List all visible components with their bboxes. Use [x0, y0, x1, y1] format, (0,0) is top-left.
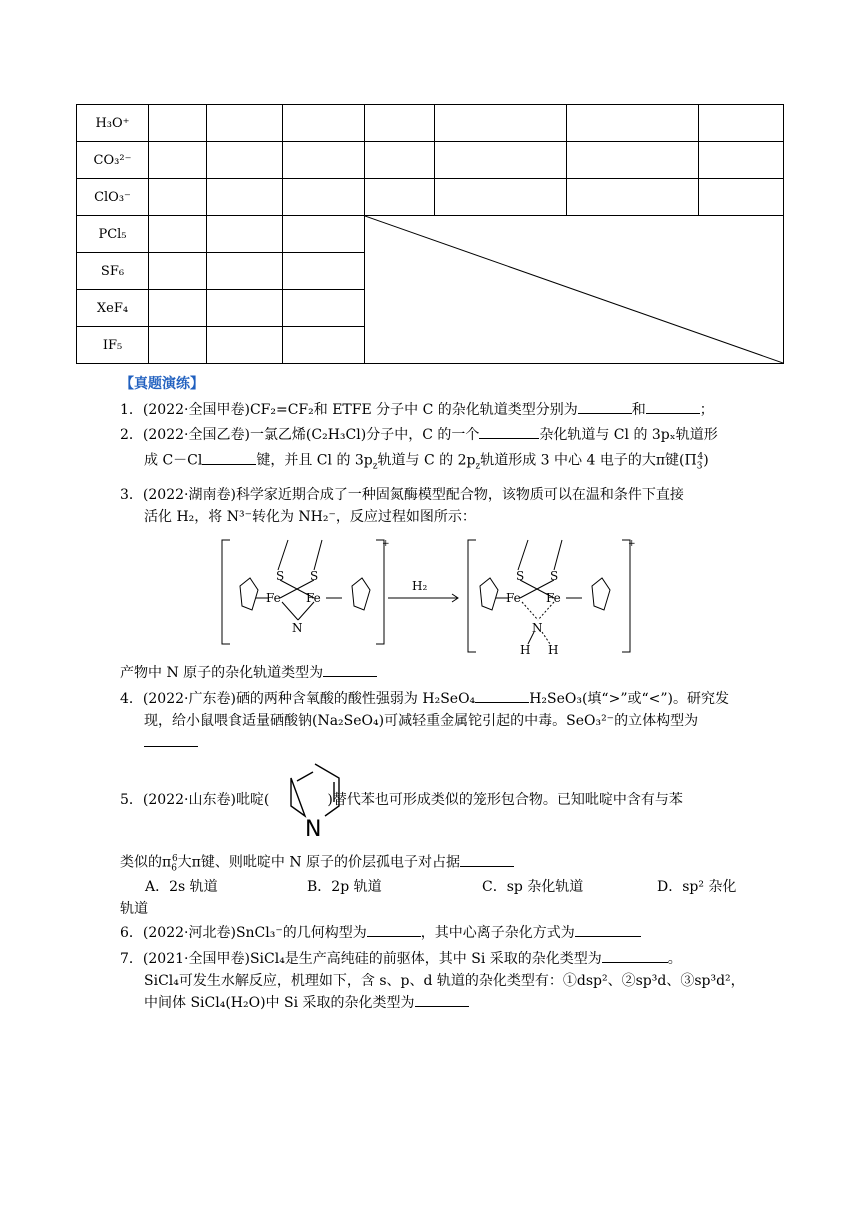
species-cell: SF₆ — [77, 253, 149, 290]
svg-text:N: N — [292, 621, 303, 635]
question-1: 1．(2022·全国甲卷)CF₂=CF₂和 ETFE 分子中 C 的杂化轨道类型分别为 和 ； — [120, 399, 760, 421]
option-c[interactable]: C．sp 杂化轨道 — [482, 879, 584, 895]
species-cell: IF₅ — [77, 327, 149, 364]
table-row — [77, 216, 784, 253]
diagonal-cell — [365, 216, 784, 364]
svg-text:S: S — [310, 569, 319, 583]
table-row — [77, 142, 784, 179]
question-5: 5．(2022·山东卷)吡啶( )替代苯也可形成类似的笼形包合物。已知吡啶中含有与苯 — [120, 792, 683, 808]
question-5-line2: 类似的$\pi_6^6$大π键、则吡啶中 N 原子的价层孤电子对占据 — [120, 848, 760, 879]
option-a[interactable]: A．2s 轨道 — [145, 879, 218, 895]
question-3-ask: 产物中 N 原子的杂化轨道类型为 — [120, 662, 760, 684]
svg-text:Fe: Fe — [506, 591, 521, 605]
reagent-label: H₂ — [412, 579, 428, 593]
section-title: 【真题演练】 — [120, 376, 204, 392]
svg-text:+: + — [628, 539, 636, 549]
hybridization-table — [76, 104, 784, 364]
question-6: 6．(2022·河北卷)SnCl₃⁻的几何构型为 ，其中心离子杂化方式为 — [120, 922, 760, 944]
table-row — [77, 105, 784, 142]
species-cell: H₃O⁺ — [77, 105, 149, 142]
table-row — [77, 179, 784, 216]
option-b[interactable]: B．2p 轨道 — [307, 879, 382, 895]
svg-text:H: H — [520, 643, 531, 656]
svg-text:H: H — [548, 643, 559, 656]
svg-text:Fe: Fe — [546, 591, 561, 605]
svg-text:S: S — [516, 569, 525, 583]
question-2: 2．(2022·全国乙卷)一氯乙烯(C₂H₃Cl)分子中，C 的一个 杂化轨道与 Cl 的 3pₓ轨道形 成 C－Cl 键，并且 Cl 的 $3p_z$轨道与 C 的 $2p_z$轨道形成 3 中心 4 电子的大π键$(\Pi_3^4)$ — [120, 424, 760, 477]
species-cell: XeF₄ — [77, 290, 149, 327]
species-cell: PCl₅ — [77, 216, 149, 253]
svg-text:N: N — [305, 817, 322, 842]
svg-text:N: N — [532, 621, 543, 635]
option-d-cont: 轨道 — [120, 901, 148, 917]
reaction-scheme — [218, 536, 638, 656]
question-3: 3．(2022·湖南卷)科学家近期合成了一种固氮酶模型配合物，该物质可以在温和条件下直接 活化 H₂，将 N³⁻转化为 NH₂⁻，反应过程如图所示： — [120, 487, 684, 525]
svg-text:Fe: Fe — [306, 591, 321, 605]
species-cell: ClO₃⁻ — [77, 179, 149, 216]
svg-text:+: + — [382, 539, 390, 549]
svg-text:S: S — [550, 569, 559, 583]
option-d[interactable]: D．sp² 杂化 — [657, 879, 737, 895]
svg-text:S: S — [276, 569, 285, 583]
species-cell: CO₃²⁻ — [77, 142, 149, 179]
pyridine-structure — [285, 760, 345, 842]
svg-text:Fe: Fe — [266, 591, 281, 605]
question-7: 7．(2021·全国甲卷)SiCl₄是生产高纯硅的前驱体，其中 Si 采取的杂化类型为 。 SiCl₄可发生水解反应，机理如下，含 s、p、d 轨道的杂化类型有：①dsp²、②sp³d、③sp³d²， 中间体 SiCl₄(H₂O)中 Si 采取的杂化类型为 — [120, 948, 760, 1014]
question-4: 4．(2022·广东卷)硒的两种含氧酸的酸性强弱为 H₂SeO₄ H₂SeO₃(填“>”或“<”)。研究发 现，给小鼠喂食适量硒酸钠(Na₂SeO₄)可减轻重金属铊引起的中毒。SeO₃²⁻的立体构型为 — [120, 688, 760, 754]
